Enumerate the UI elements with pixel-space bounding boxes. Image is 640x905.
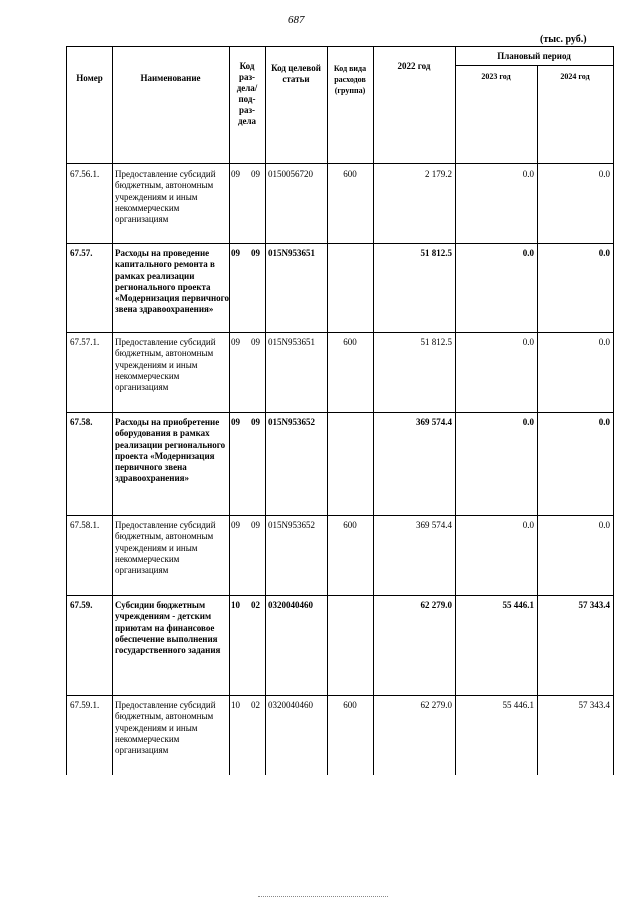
row-number: 67.58.1. (70, 520, 100, 530)
row-target: 0320040460 (268, 600, 313, 610)
row-divider (67, 515, 613, 516)
row-2023: 55 446.1 (502, 600, 534, 610)
row-name: Предоставление субсидий бюджетным, автономным учреждениям и иным некоммерческим организациям (115, 337, 216, 393)
col-divider (112, 47, 113, 775)
scan-artifact (258, 896, 388, 900)
row-2024: 57 343.4 (578, 600, 610, 610)
row-2022: 51 812.5 (420, 337, 452, 347)
row-divider (67, 412, 613, 413)
row-2022: 62 279.0 (420, 600, 452, 610)
row-subsection: 02 (251, 700, 260, 710)
row-name: Расходы на проведение капитального ремонта в рамках реализации регионального проекта «Модернизация первичного звена здравоохранения» (115, 248, 230, 315)
row-target: 015N953651 (268, 248, 315, 258)
row-name: Расходы на приобретение оборудования в рамках реализации регионального проекта «Модернизация первичного звена здравоохранения» (115, 417, 226, 484)
row-2024: 0.0 (598, 169, 610, 179)
row-divider (67, 695, 613, 696)
col-divider (455, 47, 456, 775)
row-divider (67, 595, 613, 596)
row-section: 09 (231, 248, 240, 258)
row-expense-type: 600 (343, 337, 357, 347)
row-target: 015N953652 (268, 520, 315, 530)
row-number: 67.57.1. (70, 337, 100, 347)
header-section: Код раз-дела/ под-раз-дела (236, 61, 258, 126)
row-2023: 0.0 (522, 520, 534, 530)
row-expense-type: 600 (343, 169, 357, 179)
header-2024: 2024 год (560, 72, 590, 81)
row-section: 09 (231, 520, 240, 530)
row-number: 67.58. (70, 417, 93, 427)
header-2022: 2022 год (397, 61, 431, 71)
units-label: (тыс. руб.) (540, 34, 587, 45)
row-2023: 0.0 (522, 248, 534, 258)
row-2024: 0.0 (598, 417, 610, 427)
row-target: 015N953652 (268, 417, 315, 427)
row-target: 0150056720 (268, 169, 313, 179)
row-2024: 0.0 (598, 520, 610, 530)
row-subsection: 09 (251, 520, 260, 530)
row-2024: 0.0 (598, 248, 610, 258)
row-subsection: 09 (251, 417, 260, 427)
row-number: 67.59. (70, 600, 93, 610)
row-2024: 0.0 (598, 337, 610, 347)
header-planned: Плановый период (497, 51, 571, 61)
row-subsection: 02 (251, 600, 260, 610)
page-number: 687 (288, 14, 305, 26)
row-name: Предоставление субсидий бюджетным, автономным учреждениям и иным некоммерческим организациям (115, 700, 216, 756)
row-section: 10 (231, 600, 240, 610)
row-section: 09 (231, 169, 240, 179)
row-section: 09 (231, 337, 240, 347)
row-divider (67, 243, 613, 244)
row-subsection: 09 (251, 169, 260, 179)
row-2023: 0.0 (522, 169, 534, 179)
row-divider (67, 163, 613, 164)
row-divider (67, 332, 613, 333)
header-target: Код целевой статьи (271, 63, 321, 84)
row-name: Предоставление субсидий бюджетным, автономным учреждениям и иным некоммерческим организациям (115, 520, 216, 576)
row-number: 67.59.1. (70, 700, 100, 710)
header-expense-type: Код вида расходов (группа) (333, 64, 367, 95)
row-2022: 369 574.4 (416, 417, 452, 427)
row-2022: 62 279.0 (420, 700, 452, 710)
row-number: 67.56.1. (70, 169, 100, 179)
row-target: 015N953651 (268, 337, 315, 347)
row-2023: 55 446.1 (502, 700, 534, 710)
row-expense-type: 600 (343, 700, 357, 710)
budget-table (66, 46, 614, 775)
row-2022: 51 812.5 (420, 248, 452, 258)
header-2023: 2023 год (481, 72, 511, 81)
row-2023: 0.0 (522, 417, 534, 427)
row-name: Предоставление субсидий бюджетным, автономным учреждениям и иным некоммерческим организациям (115, 169, 216, 225)
row-expense-type: 600 (343, 520, 357, 530)
row-section: 09 (231, 417, 240, 427)
row-2022: 2 179.2 (425, 169, 452, 179)
row-target: 0320040460 (268, 700, 313, 710)
header-number: Номер (76, 73, 103, 83)
col-divider (265, 47, 266, 775)
col-divider (327, 47, 328, 775)
row-2022: 369 574.4 (416, 520, 452, 530)
planned-divider (455, 65, 613, 66)
header-name: Наименование (140, 73, 201, 83)
row-number: 67.57. (70, 248, 93, 258)
row-subsection: 09 (251, 248, 260, 258)
col-divider (229, 47, 230, 775)
row-2023: 0.0 (522, 337, 534, 347)
row-section: 10 (231, 700, 240, 710)
row-name: Субсидии бюджетным учреждениям - детским приютам на финансовое обеспечение выполнения государственного задания (115, 600, 221, 656)
row-subsection: 09 (251, 337, 260, 347)
col-divider (373, 47, 374, 775)
row-2024: 57 343.4 (578, 700, 610, 710)
